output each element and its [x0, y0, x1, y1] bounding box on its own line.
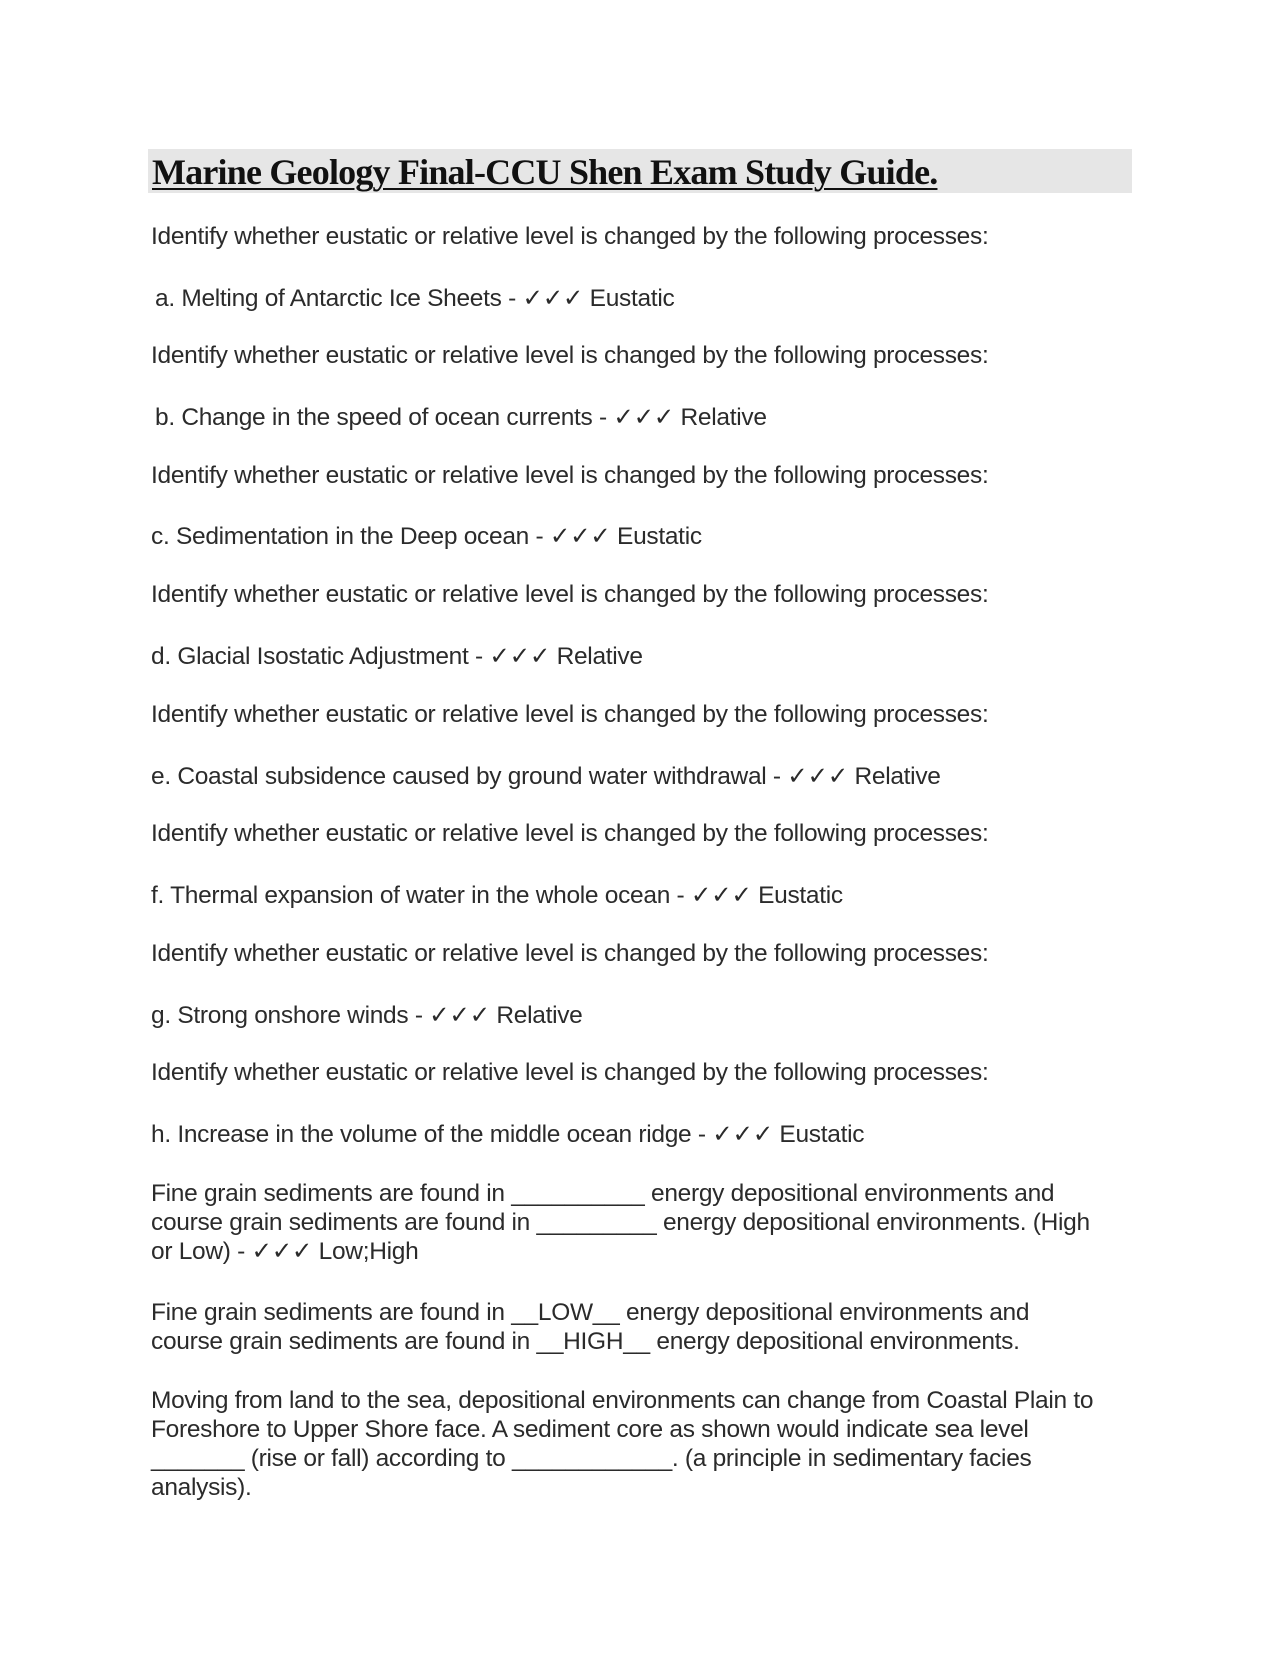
question-answer-g: g. Strong onshore winds - ✓✓✓ Relative	[151, 1002, 583, 1029]
question-prompt-f: Identify whether eustatic or relative level is changed by the following processes:	[151, 820, 989, 847]
question-answer-e: e. Coastal subsidence caused by ground water withdrawal - ✓✓✓ Relative	[151, 763, 941, 790]
sediment-core-question	[151, 1386, 1093, 1502]
paragraph-line: course grain sediments are found in _________ energy depositional environments. (High	[151, 1209, 1090, 1236]
question-prompt-e: Identify whether eustatic or relative level is changed by the following processes:	[151, 701, 989, 728]
question-prompt-g: Identify whether eustatic or relative level is changed by the following processes:	[151, 940, 989, 967]
question-answer-h: h. Increase in the volume of the middle ocean ridge - ✓✓✓ Eustatic	[151, 1121, 865, 1148]
question-prompt-d: Identify whether eustatic or relative level is changed by the following processes:	[151, 581, 989, 608]
page-title: Marine Geology Final-CCU Shen Exam Study Guide.	[152, 152, 938, 192]
paragraph-line: analysis).	[151, 1474, 252, 1501]
paragraph-line: _______ (rise or fall) according to ____________. (a principle in sedimentary facies	[151, 1445, 1032, 1472]
paragraph-line: Foreshore to Upper Shore face. A sediment core as shown would indicate sea level	[151, 1416, 1029, 1443]
question-prompt-a: Identify whether eustatic or relative level is changed by the following processes:	[151, 223, 989, 250]
fill-in-question	[151, 1179, 1090, 1266]
paragraph-line: Fine grain sediments are found in __LOW__ energy depositional environments and	[151, 1299, 1030, 1326]
paragraph-line: or Low) - ✓✓✓ Low;High	[151, 1238, 419, 1265]
question-answer-f: f. Thermal expansion of water in the whole ocean - ✓✓✓ Eustatic	[151, 882, 843, 909]
fill-in-answer	[151, 1298, 1029, 1356]
question-answer-c: c. Sedimentation in the Deep ocean - ✓✓✓ Eustatic	[151, 523, 702, 550]
question-prompt-h: Identify whether eustatic or relative level is changed by the following processes:	[151, 1059, 989, 1086]
paragraph-line: Moving from land to the sea, depositional environments can change from Coastal Plain to	[151, 1387, 1094, 1414]
question-prompt-c: Identify whether eustatic or relative level is changed by the following processes:	[151, 462, 989, 489]
paragraph-line: Fine grain sediments are found in __________ energy depositional environments and	[151, 1180, 1055, 1207]
question-answer-a: a. Melting of Antarctic Ice Sheets - ✓✓✓ Eustatic	[155, 285, 675, 312]
question-answer-b: b. Change in the speed of ocean currents - ✓✓✓ Relative	[155, 404, 767, 431]
paragraph-line: course grain sediments are found in __HIGH__ energy depositional environments.	[151, 1328, 1020, 1355]
question-answer-d: d. Glacial Isostatic Adjustment - ✓✓✓ Relative	[151, 643, 643, 670]
question-prompt-b: Identify whether eustatic or relative level is changed by the following processes:	[151, 342, 989, 369]
